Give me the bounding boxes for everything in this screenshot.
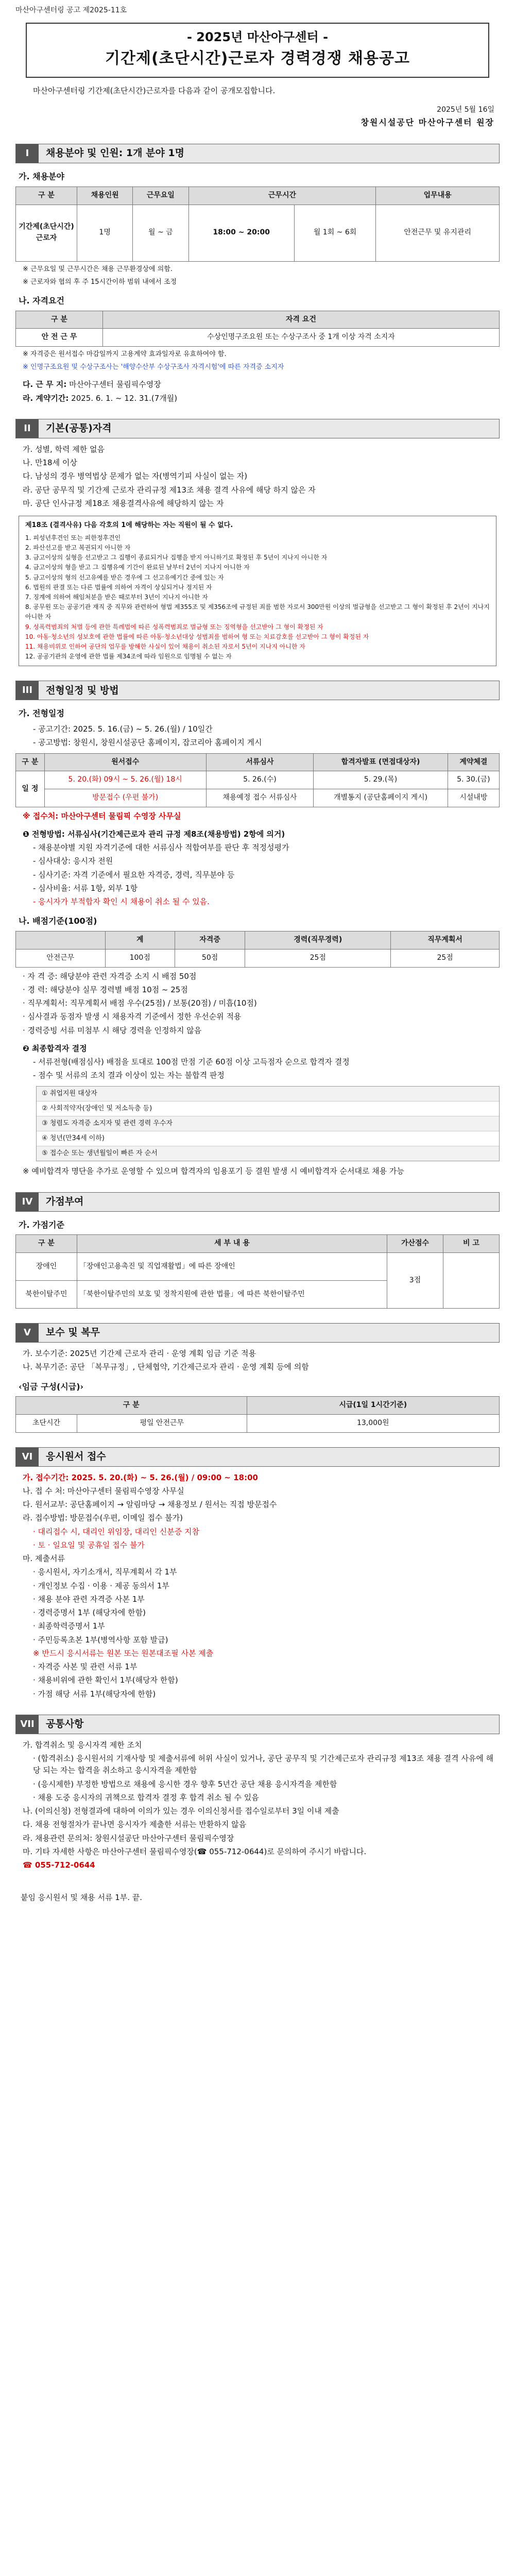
table-header: 비 고 <box>443 1235 500 1253</box>
list-item: · 대리접수 시, 대리인 위임장, 대리인 신분증 지참 <box>33 1527 199 1536</box>
list-item: 나. (이의신청) 전형결과에 대하여 이의가 있는 경우 이의신청서를 접수일로부터 3일 이내 제출 <box>23 1806 339 1816</box>
list-item: · 토 · 일요일 및 공휴일 접수 불가 <box>33 1540 145 1550</box>
bonus-table <box>15 1234 500 1309</box>
list-item: 8. 공무원 또는 공공기관 재직 중 직무와 관련하여 형법 제355조 및 제356조에 규정된 죄를 범한 자로서 300만원 이상의 벌금형을 선고받고 그 형이 확정된 후 2년이 지나지 아니한 자 <box>25 603 490 621</box>
table-cell: 시설내방 <box>448 789 499 807</box>
list-item: - 심사대상: 응시자 전원 <box>33 856 113 866</box>
section-title: 보수 및 복무 <box>46 1327 100 1338</box>
list-item: 9. 성폭력범죄의 처벌 등에 관한 특례법에 따른 성폭력범죄로 벌금형 또는 징역형을 선고받아 그 형이 확정된 자 <box>25 623 323 631</box>
section-number: V <box>16 1324 39 1342</box>
label: 라. 계약기간: <box>23 393 69 403</box>
table-cell <box>443 1253 500 1309</box>
list-item: · 직무계획서: 직무계획서 배점 우수(25점) / 보통(20점) / 미흡(10점) <box>23 998 257 1008</box>
list-item: 7. 징계에 의하여 해임처분을 받은 때로부터 3년이 지나지 아니한 자 <box>25 594 208 601</box>
list-item: · 최종학력증명서 1부 <box>33 1621 105 1631</box>
list-item: - 공고방법: 창원시, 창원시설공단 홈페이지, 잡코리아 홈페이지 게시 <box>33 738 262 748</box>
list-item: · 채용비위에 관한 확인서 1부(해당자 한함) <box>33 1675 178 1685</box>
subheading: 나. 자격요건 <box>19 295 64 306</box>
table-cell: 평일 안전근무 <box>77 1415 247 1433</box>
score-table <box>15 931 500 967</box>
method-title: ❶ 전형방법: 서류심사(기간제근로자 관리 규정 제8조(채용방법) 2항에 의거) <box>23 829 285 839</box>
list-item: - 심사기준: 자격 기준에서 필요한 자격증, 경력, 직무분야 등 <box>33 870 235 879</box>
list-item: 가. 보수기준: 2025년 기간제 근로자 관리 · 운영 계획 임금 기준 적용 <box>23 1349 256 1359</box>
subheading: ‹임금 구성(시급)› <box>19 1381 84 1392</box>
section-number: III <box>16 681 39 700</box>
section-title: 전형일정 및 방법 <box>46 684 119 696</box>
table-cell: 북한이탈주민 <box>16 1281 77 1309</box>
list-item: · 응시원서, 자기소개서, 직무계획서 각 1부 <box>33 1567 177 1577</box>
section-number: II <box>16 419 39 438</box>
table-cell: 13,000원 <box>247 1415 500 1433</box>
list-item: 11. 채용비위로 인하여 공단의 업무를 방해한 사실이 있어 채용이 취소된 자로서 5년이 지나지 아니한 자 <box>25 642 305 650</box>
list-item: 가. 성별, 학력 제한 없음 <box>23 444 105 454</box>
title-box <box>26 23 489 78</box>
section-title: 가점부여 <box>46 1195 84 1207</box>
table-cell: 1명 <box>77 205 133 261</box>
schedule-table <box>15 753 500 807</box>
list-item: 12. 공공기관의 운영에 관한 법률 제34조에 따라 임원으로 임명될 수 없는 자 <box>25 653 232 660</box>
table-header: 계 <box>105 931 175 950</box>
section-7-header <box>15 1715 500 1734</box>
list-item: 1. 피성년후견인 또는 피한정후견인 <box>25 534 121 541</box>
table-header: 근무시간 <box>188 187 376 205</box>
list-item: 나. 만18세 이상 <box>23 458 77 468</box>
section-number: VII <box>16 1715 39 1734</box>
table-cell: 기간제(초단시간) 근로자 <box>16 205 77 261</box>
table-cell: 수상인명구조요원 또는 수상구조사 중 1개 이상 자격 소지자 <box>103 329 500 347</box>
subheading: 가. 채용분야 <box>19 172 64 182</box>
section-5-header <box>15 1323 500 1343</box>
table-cell: 안전근무 및 유지관리 <box>376 205 500 261</box>
notice-date: 2025년 5월 16일 <box>437 105 494 114</box>
notice-number: 마산아구센터링 공고 제2025-11호 <box>15 6 127 14</box>
list-item: - 점수 및 서류의 조치 결과 이상이 있는 자는 불합격 판정 <box>33 1071 225 1080</box>
table-header: 구 분 <box>16 187 77 205</box>
table-header: 자격 요건 <box>103 311 500 329</box>
organization-name: 창원시설공단 마산아구센터 원장 <box>360 117 494 128</box>
list-item: 다. 남성의 경우 병역법상 문제가 없는 자(병역기피 사실이 없는 자) <box>23 471 248 481</box>
list-item: · 경력증빙 서류 미첨부 시 해당 경력을 인정하지 않음 <box>23 1025 202 1035</box>
value: 마산아구센터 물림픽수영장 <box>69 380 161 389</box>
list-item: · 경 력: 해당분야 실무 경력별 배점 10점 ~ 25점 <box>23 985 188 994</box>
subheading: 가. 전형일정 <box>19 708 64 719</box>
list-item: ④ 청년(만34세 이하) <box>37 1131 499 1146</box>
qualification-table <box>15 311 500 347</box>
table-cell: 일 정 <box>16 771 45 807</box>
table-header: 구 분 <box>16 1235 77 1253</box>
list-item: - 서류전형(배점심사) 배점을 토대로 100점 만점 기준 60점 이상 고득점자 순으로 합격자 결정 <box>33 1057 350 1067</box>
table-cell: 25점 <box>245 949 391 967</box>
list-item: · 자격증 사본 및 관련 서류 1부 <box>33 1662 138 1672</box>
table-header: 구 분 <box>16 753 45 771</box>
box-title: 제18조 (결격사유) 다음 각호의 1에 해당하는 자는 직원이 될 수 없다. <box>25 521 233 530</box>
list-item: - 심사비율: 서류 1항, 외부 1항 <box>33 883 138 893</box>
section-number: I <box>16 144 39 163</box>
note: ※ 근무요일 및 근무시간은 채용 근무환경상에 의함. <box>23 265 173 273</box>
priority-list <box>36 1086 500 1162</box>
table-header: 구 분 <box>16 311 103 329</box>
table-header: 자격증 <box>175 931 245 950</box>
subheading: 나. 배점기준(100점) <box>19 916 97 926</box>
table-cell: 25점 <box>391 949 500 967</box>
section-4-header <box>15 1192 500 1212</box>
list-item: ③ 청렴도 자격증 소지자 및 관련 경력 우수자 <box>37 1116 499 1131</box>
table-cell: 3점 <box>387 1253 443 1309</box>
section-2-header <box>15 419 500 438</box>
list-item: ※ 반드시 응시서류는 원본 또는 원본대조필 사본 제출 <box>33 1648 214 1658</box>
note: ※ 예비합격자 명단을 추가로 운영할 수 있으며 합격자의 임용포기 등 결원 발생 시 예비합격자 순서대로 채용 가능 <box>23 1166 404 1176</box>
table-cell: 5. 20.(화) 09시 ~ 5. 26.(월) 18시 <box>44 771 206 789</box>
table-cell: 「장애인고용촉진 및 직업재활법」에 따른 장애인 <box>77 1253 387 1281</box>
attachment-note: 붙임 응시원서 및 채용 서류 1부. 끝. <box>21 1893 143 1903</box>
list-item: 라. 접수방법: 방문접수(우편, 이메일 접수 불가) <box>23 1513 183 1523</box>
table-cell: 18:00 ~ 20:00 <box>188 205 294 261</box>
list-item: ① 취업지원 대상자 <box>37 1087 499 1101</box>
title-top: - 2025년 마산아구센터 - <box>186 29 329 44</box>
list-item: · 심사결과 동점자 발생 시 채용자격 기준에서 정한 우선순위 적용 <box>23 1012 242 1022</box>
table-header: 서류심사 <box>206 753 314 771</box>
disqualification-box <box>19 516 496 666</box>
table-header: 세 부 내 용 <box>77 1235 387 1253</box>
table-cell: 5. 29.(목) <box>314 771 448 789</box>
list-item: 다. 채용 전형절차가 끝나면 응시자가 제출한 서류는 반환하지 않음 <box>23 1820 247 1829</box>
section-3-header <box>15 681 500 700</box>
table-header: 시급(1일 1시간기준) <box>247 1397 500 1415</box>
list-item: ② 사회적약자(장애인 및 저소득층 등) <box>37 1101 499 1116</box>
list-item: · 채용 분야 관련 자격증 사본 1부 <box>33 1594 145 1604</box>
table-cell: 방문접수 (우편 불가) <box>44 789 206 807</box>
list-item: - 공고기간: 2025. 5. 16.(금) ~ 5. 26.(월) / 10일간 <box>33 724 213 734</box>
table-header: 원서접수 <box>44 753 206 771</box>
table-cell: 안 전 근 무 <box>16 329 103 347</box>
list-item: - 채용분야별 지원 자격기준에 대한 서류심사 적합여부를 판단 후 적정성평가 <box>33 843 289 853</box>
list-item: 10. 아동·청소년의 성보호에 관한 법률에 따른 아동·청소년대상 성범죄를 범하여 형 또는 치료감호를 선고받아 그 형이 확정된 자 <box>25 633 369 640</box>
table-header <box>16 931 106 950</box>
list-item: 가. 접수기간: 2025. 5. 20.(화) ~ 5. 26.(월) / 09:00 ~ 18:00 <box>23 1472 258 1482</box>
criteria-title: ❷ 최종합격자 결정 <box>23 1043 87 1053</box>
list-item: ⑤ 접수순 또는 생년월일이 빠른 자 순서 <box>37 1146 499 1161</box>
list-item: 4. 금고이상의 형을 받고 그 집행유예 기간이 완료된 날부터 2년이 지나지 아니한 자 <box>25 564 250 571</box>
list-item: 나. 접 수 처: 마산아구센터 물림픽수영장 사무실 <box>23 1486 184 1496</box>
table-cell: 장애인 <box>16 1253 77 1281</box>
table-header: 채용인원 <box>77 187 133 205</box>
table-header: 근무요일 <box>133 187 188 205</box>
table-cell: 100점 <box>105 949 175 967</box>
table-cell: 「북한이탈주민의 보호 및 정착지원에 관한 법률」에 따른 북한이탈주민 <box>77 1281 387 1309</box>
list-item: · 채용 도중 응시자의 귀책으로 합격자 결정 후 합격 취소 될 수 있음 <box>33 1792 259 1802</box>
section-number: VI <box>16 1448 39 1466</box>
list-item: 2. 파산선고를 받고 복권되지 아니한 자 <box>25 544 131 552</box>
subheading: 가. 가점기준 <box>19 1219 64 1230</box>
value: 2025. 6. 1. ~ 12. 31.(7개월) <box>71 393 178 403</box>
list-item: 마. 제출서류 <box>23 1554 65 1564</box>
table-cell: 50점 <box>175 949 245 967</box>
list-item: · (합격취소) 응시원서의 기재사항 및 제출서류에 허위 사실이 있거나, 공단 공무직 및 기간제근로자 관리규정 제13조 채용 결격 사유에 해당 되는 자는 합격을 취소하고 응시자격을 제한함 <box>33 1754 494 1775</box>
note: ※ 자격증은 원서접수 마감일까지 고용계약 효과일자로 유효하여야 함. <box>23 350 227 359</box>
phone-number: ☎ 055-712-0644 <box>23 1860 95 1870</box>
table-header: 업무내용 <box>376 187 500 205</box>
list-item: 라. 공단 공무직 및 기간제 근로자 관리규정 제13조 채용 결격 사유에 해당 하지 않은 자 <box>23 485 316 495</box>
list-item: · (응시제한) 부정한 방법으로 채용에 응시한 경우 향후 5년간 공단 채용 응시자격을 제한함 <box>33 1779 337 1789</box>
table-cell: 개별통지 (공단홈페이지 게시) <box>314 789 448 807</box>
list-item: · 가점 해당 서류 1부(해당자에 한함) <box>33 1689 156 1699</box>
section-1-header <box>15 144 500 163</box>
table-header: 합격자발표 (면접대상자) <box>314 753 448 771</box>
table-cell: 안전근무 <box>16 949 106 967</box>
list-item: 다. 원서교부: 공단홈페이지 → 알림마당 → 채용정보 / 원서는 직접 방문접수 <box>23 1500 277 1510</box>
table-cell: 월 ~ 금 <box>133 205 188 261</box>
list-item: · 주민등록초본 1부(병역사항 포함 발급) <box>33 1635 168 1645</box>
list-item: · 경력증명서 1부 (해당자에 한함) <box>33 1608 146 1618</box>
table-cell: 초단시간 <box>16 1415 77 1433</box>
page-title: 기간제(초단시간)근로자 경력경쟁 채용공고 <box>105 49 410 67</box>
table-header: 가산점수 <box>387 1235 443 1253</box>
wage-table <box>15 1396 500 1432</box>
note: ※ 인명구조요원 및 수상구조사는 '해양수산부 수상구조사 자격시험'에 따른 자격증 소지자 <box>23 363 284 371</box>
section-title: 공통사항 <box>46 1718 84 1730</box>
list-item: · 자 격 증: 해당분야 관련 자격증 소지 시 배점 50점 <box>23 971 197 981</box>
note: ※ 근로자와 협의 후 주 15시간이하 범위 내에서 조정 <box>23 278 177 286</box>
list-item: 마. 기타 자세한 사항은 마산아구센터 물림픽수영장(☎ 055-712-0644)로 문의하여 주시기 바랍니다. <box>23 1846 367 1856</box>
table-header: 경력(직무경력) <box>245 931 391 950</box>
list-item: 나. 복무기준: 공단 「복무규정」, 단체협약, 기간제근로자 관리 · 운영 계획 등에 의함 <box>23 1362 309 1372</box>
table-cell: 채용예정 접수 서류심사 <box>206 789 314 807</box>
section-title: 응시원서 접수 <box>46 1450 106 1462</box>
notice: ※ 접수처: 마산아구센터 물림픽 수영장 사무실 <box>23 811 181 821</box>
table-cell: 월 1회 ~ 6회 <box>294 205 376 261</box>
list-item: - 응시자가 부적합자 확인 시 채용이 취소 될 수 있음. <box>33 897 210 907</box>
intro-text: 마산아구센터링 기간제(초단시간)근로자를 다음과 같이 공개모집합니다. <box>33 86 276 96</box>
list-item: 가. 합격취소 및 응시자격 제한 조치 <box>23 1740 142 1750</box>
section-title: 기본(공통)자격 <box>46 422 112 434</box>
section-6-header <box>15 1447 500 1467</box>
list-item: 6. 법원의 판결 또는 다른 법률에 의하여 자격이 상실되거나 정지된 자 <box>25 583 212 591</box>
list-item: 라. 채용관련 문의처: 창원시설공단 마산아구센터 물림픽수영장 <box>23 1833 234 1843</box>
table-header: 직무계획서 <box>391 931 500 950</box>
list-item: 3. 금고이상의 실형을 선고받고 그 집행이 종료되거나 집행을 받지 아니하기로 확정된 후 5년이 지나지 아니한 자 <box>25 554 328 562</box>
list-item: · 개인정보 수집 · 이용 · 제공 동의서 1부 <box>33 1581 169 1590</box>
label: 다. 근 무 지: <box>23 380 67 389</box>
table-cell: 5. 30.(금) <box>448 771 499 789</box>
list-item: 5. 금고이상의 형의 선고유예를 받은 경우에 그 선고유예기간 중에 있는 자 <box>25 573 224 581</box>
section-title: 채용분야 및 인원: 1개 분야 1명 <box>46 147 185 159</box>
table-cell: 5. 26.(수) <box>206 771 314 789</box>
section-number: IV <box>16 1193 39 1211</box>
table-header: 계약체결 <box>448 753 499 771</box>
list-item: 마. 공단 인사규정 제18조 채용결격사유에 해당하지 않는 자 <box>23 498 224 508</box>
table-header: 구 분 <box>16 1397 247 1415</box>
recruitment-table <box>15 187 500 262</box>
